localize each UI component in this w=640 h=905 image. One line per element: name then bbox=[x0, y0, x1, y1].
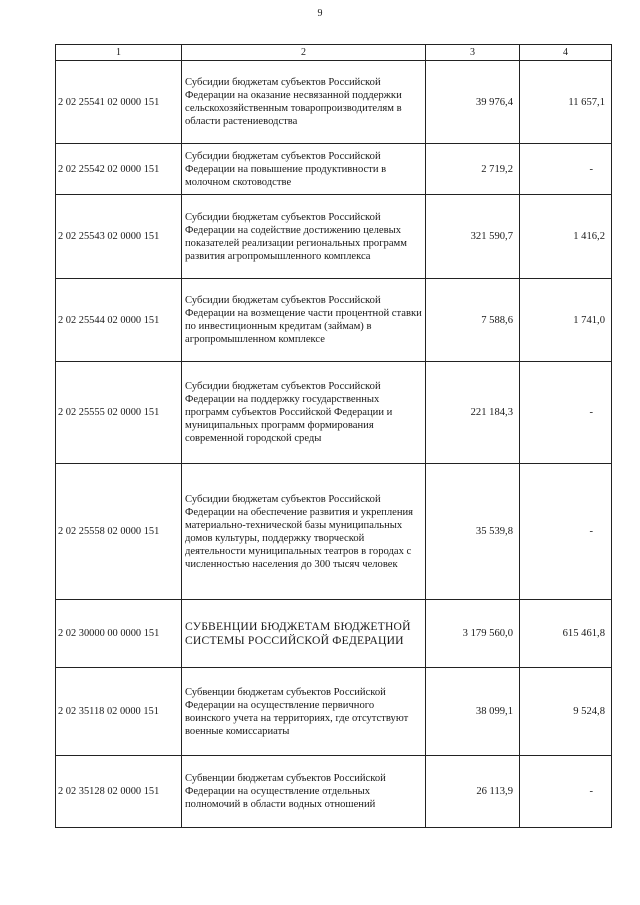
row-value-col4: 615 461,8 bbox=[520, 600, 612, 668]
row-code: 2 02 25543 02 0000 151 bbox=[56, 195, 182, 279]
row-value-col4: - bbox=[520, 144, 612, 195]
header-col-2: 2 bbox=[182, 45, 426, 61]
table-row bbox=[56, 600, 612, 668]
header-col-4: 4 bbox=[520, 45, 612, 61]
table-header-row bbox=[56, 45, 612, 61]
header-col-3: 3 bbox=[426, 45, 520, 61]
row-description: Субсидии бюджетам субъектов Российской Федерации на содействие достижению целевых показателей реализации региональных программ развития агропромышленного комплекса bbox=[182, 195, 426, 279]
row-value-col4: 9 524,8 bbox=[520, 668, 612, 756]
row-value-col4: - bbox=[520, 756, 612, 828]
row-description: Субсидии бюджетам субъектов Российской Федерации на поддержку государственных программ субъектов Российской Федерации и муниципальных программ формирования современной городской среды bbox=[182, 362, 426, 464]
row-code: 2 02 25542 02 0000 151 bbox=[56, 144, 182, 195]
row-description: Субсидии бюджетам субъектов Российской Федерации на возмещение части процентной ставки по инвестиционным кредитам (займам) в агропромышленном комплексе bbox=[182, 279, 426, 362]
row-value-col3: 7 588,6 bbox=[426, 279, 520, 362]
row-value-col4: 1 416,2 bbox=[520, 195, 612, 279]
row-code: 2 02 35118 02 0000 151 bbox=[56, 668, 182, 756]
row-value-col3: 221 184,3 bbox=[426, 362, 520, 464]
row-value-col3: 3 179 560,0 bbox=[426, 600, 520, 668]
row-code: 2 02 25555 02 0000 151 bbox=[56, 362, 182, 464]
row-description: Субвенции бюджетам субъектов Российской Федерации на осуществление первичного воинского учета на территориях, где отсутствуют военные комиссариаты bbox=[182, 668, 426, 756]
row-value-col3: 38 099,1 bbox=[426, 668, 520, 756]
row-code: 2 02 25558 02 0000 151 bbox=[56, 464, 182, 600]
row-value-col4: - bbox=[520, 362, 612, 464]
table-row bbox=[56, 61, 612, 144]
table-row bbox=[56, 144, 612, 195]
row-value-col4: - bbox=[520, 464, 612, 600]
table-row bbox=[56, 279, 612, 362]
row-description: Субсидии бюджетам субъектов Российской Федерации на обеспечение развития и укрепления материально-технической базы муниципальных домов культуры, поддержку творческой деятельности муниципальных театров в городах с численностью населения до 300 тысяч человек bbox=[182, 464, 426, 600]
table-row bbox=[56, 756, 612, 828]
row-value-col3: 39 976,4 bbox=[426, 61, 520, 144]
row-code: 2 02 35128 02 0000 151 bbox=[56, 756, 182, 828]
row-description: Субсидии бюджетам субъектов Российской Федерации на оказание несвязанной поддержки сельскохозяйственным товаропроизводителям в области растениеводства bbox=[182, 61, 426, 144]
row-value-col3: 35 539,8 bbox=[426, 464, 520, 600]
row-description: СУБВЕНЦИИ БЮДЖЕТАМ БЮДЖЕТНОЙ СИСТЕМЫ РОССИЙСКОЙ ФЕДЕРАЦИИ bbox=[182, 600, 426, 668]
table-row bbox=[56, 195, 612, 279]
table-row bbox=[56, 362, 612, 464]
table-row bbox=[56, 464, 612, 600]
row-code: 2 02 25541 02 0000 151 bbox=[56, 61, 182, 144]
budget-table bbox=[55, 44, 612, 828]
row-description: Субсидии бюджетам субъектов Российской Федерации на повышение продуктивности в молочном скотоводстве bbox=[182, 144, 426, 195]
table-row bbox=[56, 668, 612, 756]
row-value-col4: 1 741,0 bbox=[520, 279, 612, 362]
page-number: 9 bbox=[317, 8, 323, 19]
row-description: Субвенции бюджетам субъектов Российской Федерации на осуществление отдельных полномочий в области водных отношений bbox=[182, 756, 426, 828]
row-value-col4: 11 657,1 bbox=[520, 61, 612, 144]
row-code: 2 02 30000 00 0000 151 bbox=[56, 600, 182, 668]
header-col-1: 1 bbox=[56, 45, 182, 61]
row-value-col3: 26 113,9 bbox=[426, 756, 520, 828]
row-value-col3: 321 590,7 bbox=[426, 195, 520, 279]
row-value-col3: 2 719,2 bbox=[426, 144, 520, 195]
row-code: 2 02 25544 02 0000 151 bbox=[56, 279, 182, 362]
